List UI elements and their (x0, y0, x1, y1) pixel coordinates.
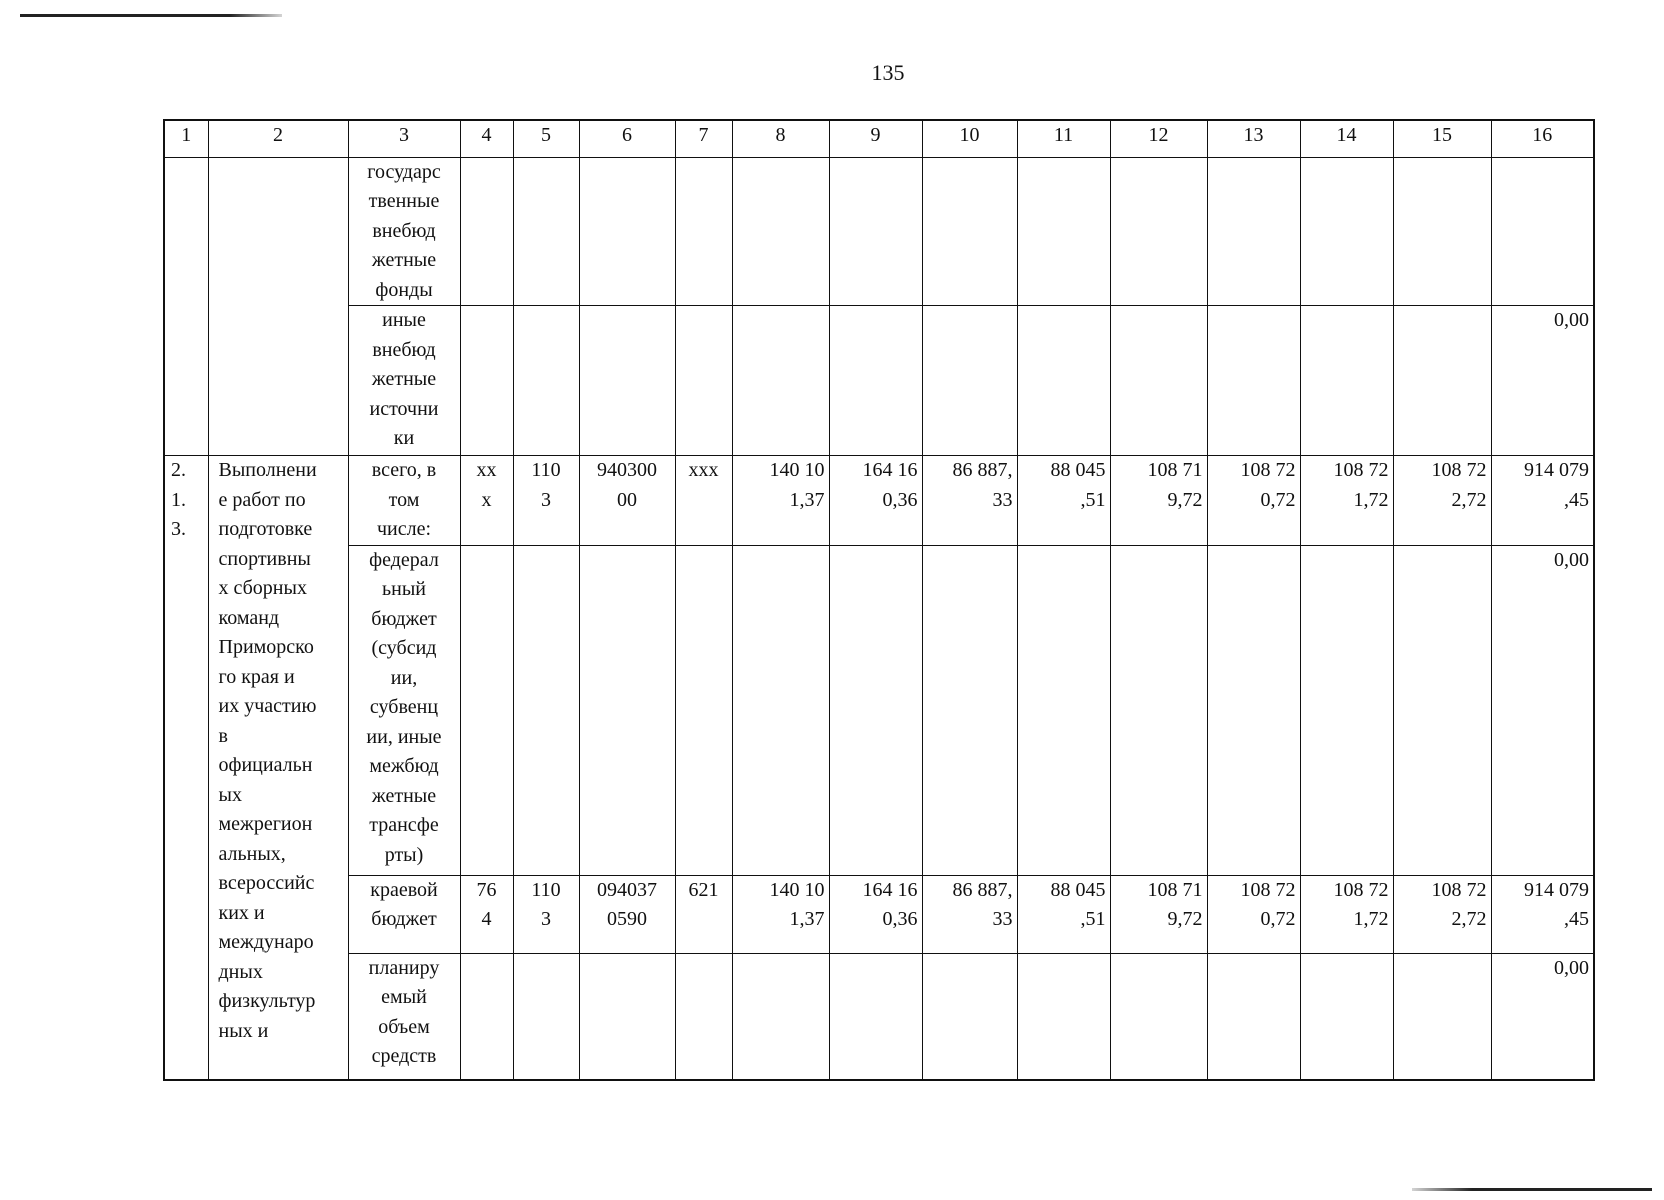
table-cell (829, 306, 922, 456)
table-cell: 621 (675, 875, 732, 953)
table-row (164, 545, 1594, 875)
table-cell (460, 157, 513, 306)
table-cell (675, 953, 732, 1080)
table-cell (1300, 545, 1393, 875)
total-cell (1491, 157, 1594, 306)
header-cell: 3 (348, 120, 460, 157)
table-cell (1110, 306, 1207, 456)
table-cell (1110, 953, 1207, 1080)
value-cell: 108 72 0,72 (1207, 875, 1300, 953)
table-cell (513, 157, 579, 306)
header-cell: 2 (208, 120, 348, 157)
table-cell (922, 953, 1017, 1080)
row-number-cell (164, 157, 208, 456)
table-cell (1110, 157, 1207, 306)
top-rule (20, 14, 282, 17)
row-name-cell (208, 157, 348, 456)
header-cell: 13 (1207, 120, 1300, 157)
table-cell (1017, 545, 1110, 875)
table-cell (1300, 306, 1393, 456)
funding-source-cell: федерал ьный бюджет (субсид ии, субвенц ии, иные межбюд жетные трансфе рты) (348, 545, 460, 875)
funding-source-cell: планиру емый объем средств (348, 953, 460, 1080)
total-cell: 0,00 (1491, 545, 1594, 875)
table-cell (1300, 157, 1393, 306)
value-cell: 108 71 9,72 (1110, 456, 1207, 546)
table-cell (579, 545, 675, 875)
table-cell: 110 3 (513, 875, 579, 953)
value-cell: 108 72 2,72 (1393, 456, 1491, 546)
table-cell: 110 3 (513, 456, 579, 546)
table-cell (1110, 545, 1207, 875)
funding-source-cell: государс твенные внебюд жетные фонды (348, 157, 460, 306)
table-cell (675, 157, 732, 306)
table-row (164, 306, 1594, 456)
value-cell: 108 71 9,72 (1110, 875, 1207, 953)
header-cell: 11 (1017, 120, 1110, 157)
table-cell (732, 157, 829, 306)
header-cell: 5 (513, 120, 579, 157)
value-cell: 86 887, 33 (922, 875, 1017, 953)
table-cell (1393, 157, 1491, 306)
table-cell (579, 157, 675, 306)
table-cell (1207, 157, 1300, 306)
table-cell (732, 953, 829, 1080)
total-cell: 914 079 ,45 (1491, 875, 1594, 953)
table-cell (460, 953, 513, 1080)
table-cell (675, 545, 732, 875)
value-cell: 164 16 0,36 (829, 875, 922, 953)
value-cell: 88 045 ,51 (1017, 875, 1110, 953)
header-row (164, 120, 1594, 157)
table-cell (513, 545, 579, 875)
table-cell (922, 306, 1017, 456)
funding-source-cell: всего, в том числе: (348, 456, 460, 546)
table-cell: 940300 00 (579, 456, 675, 546)
total-cell: 0,00 (1491, 306, 1594, 456)
table-cell: ххх (675, 456, 732, 546)
table-cell (1207, 545, 1300, 875)
table-cell (675, 306, 732, 456)
table-cell (1017, 953, 1110, 1080)
table-cell: 094037 0590 (579, 875, 675, 953)
budget-table (163, 119, 1595, 1081)
table-cell: хх х (460, 456, 513, 546)
value-cell: 164 16 0,36 (829, 456, 922, 546)
value-cell: 108 72 2,72 (1393, 875, 1491, 953)
table-cell (1017, 306, 1110, 456)
header-cell: 15 (1393, 120, 1491, 157)
value-cell: 140 10 1,37 (732, 456, 829, 546)
table-cell (732, 306, 829, 456)
bottom-rule (1412, 1188, 1652, 1191)
value-cell: 86 887, 33 (922, 456, 1017, 546)
header-cell: 14 (1300, 120, 1393, 157)
page-number: 135 (871, 60, 905, 85)
table-cell (829, 953, 922, 1080)
header-cell: 6 (579, 120, 675, 157)
header-cell: 7 (675, 120, 732, 157)
total-cell: 914 079 ,45 (1491, 456, 1594, 546)
table-row (164, 875, 1594, 953)
table-cell (829, 545, 922, 875)
table-cell (1393, 306, 1491, 456)
row-number-cell: 2. 1. 3. (164, 456, 208, 1081)
table-cell (579, 953, 675, 1080)
value-cell: 108 72 1,72 (1300, 875, 1393, 953)
table-cell (1017, 157, 1110, 306)
header-cell: 10 (922, 120, 1017, 157)
value-cell: 108 72 1,72 (1300, 456, 1393, 546)
row-name-cell: Выполнени е работ по подготовке спортивны х сборных команд Приморско го края и их участию в официальн ых межрегион альных, всероссийс ких и междунаро дных физкультур ных и (208, 456, 348, 1081)
table-row (164, 953, 1594, 1080)
value-cell: 108 72 0,72 (1207, 456, 1300, 546)
table-cell (732, 545, 829, 875)
table-cell (922, 545, 1017, 875)
table-cell (829, 157, 922, 306)
table-cell (1393, 545, 1491, 875)
header-cell: 1 (164, 120, 208, 157)
header-cell: 12 (1110, 120, 1207, 157)
table-row (164, 456, 1594, 546)
table-row (164, 157, 1594, 306)
header-cell: 4 (460, 120, 513, 157)
table-cell (1300, 953, 1393, 1080)
value-cell: 140 10 1,37 (732, 875, 829, 953)
funding-source-cell: иные внебюд жетные источни ки (348, 306, 460, 456)
table-cell (1207, 306, 1300, 456)
table-cell (513, 306, 579, 456)
funding-source-cell: краевой бюджет (348, 875, 460, 953)
table-cell: 76 4 (460, 875, 513, 953)
table-cell (513, 953, 579, 1080)
table-cell (460, 545, 513, 875)
table-cell (579, 306, 675, 456)
table-cell (1207, 953, 1300, 1080)
header-cell: 8 (732, 120, 829, 157)
total-cell: 0,00 (1491, 953, 1594, 1080)
header-cell: 9 (829, 120, 922, 157)
value-cell: 88 045 ,51 (1017, 456, 1110, 546)
table-cell (1393, 953, 1491, 1080)
table-cell (460, 306, 513, 456)
table-cell (922, 157, 1017, 306)
header-cell: 16 (1491, 120, 1594, 157)
